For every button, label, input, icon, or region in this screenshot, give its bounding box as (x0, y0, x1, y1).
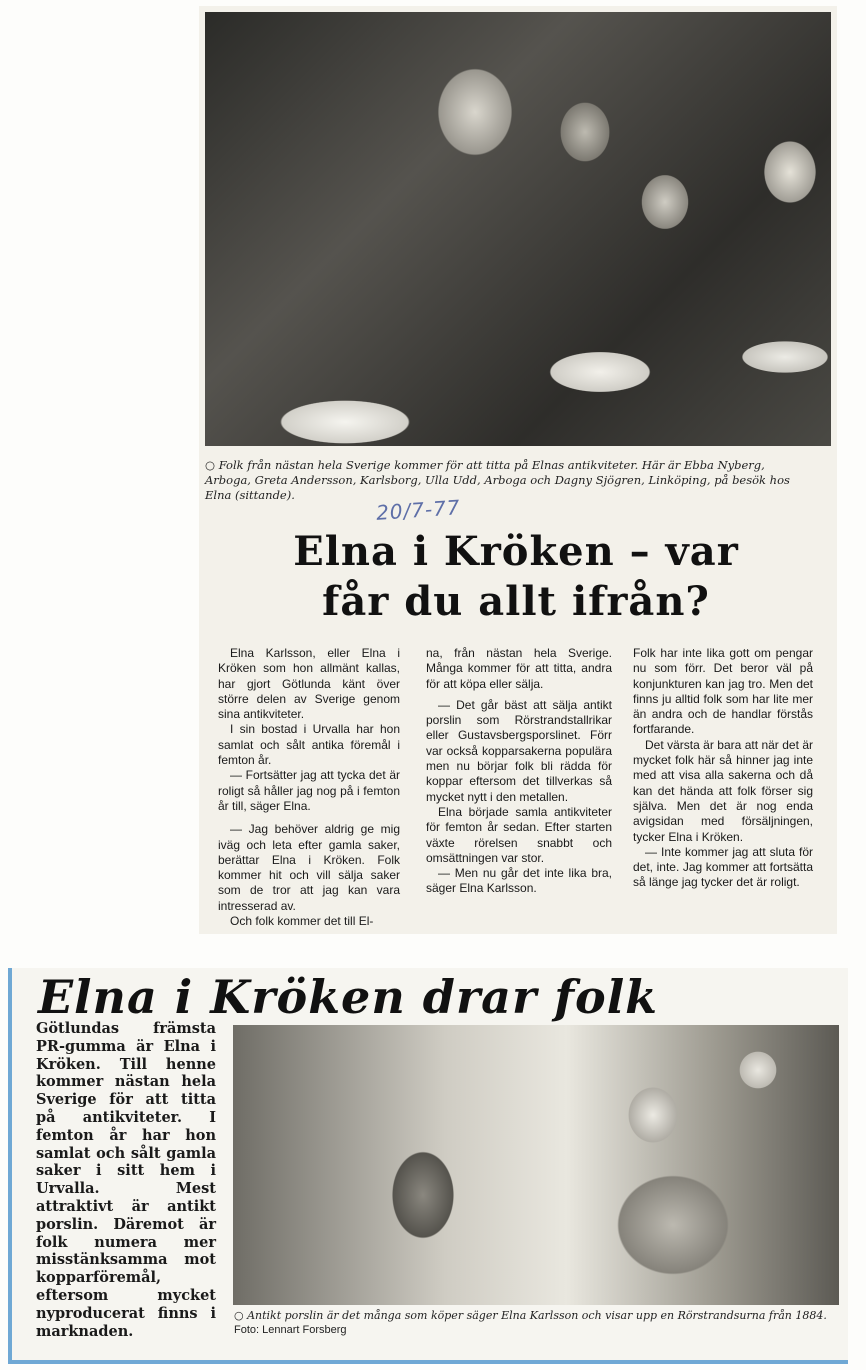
paragraph: — Fortsätter jag att tycka det är roligt så håller jag nog på i femton år till, säger Elna. (218, 768, 400, 813)
photo-credit: Foto: Lennart Forsberg (234, 1324, 347, 1336)
headline-top (205, 527, 827, 627)
paragraph: — Men nu går det inte lika bra, säger Elna Karlsson. (426, 866, 612, 896)
caption-text: ○ Antikt porslin är det många som köper säger Elna Karlsson och visar upp en Rörstrandsurna från 1884. (234, 1309, 827, 1322)
paragraph: — Det går bäst att sälja antikt porslin som Rörstrandstallrikar eller Gustavsbergsporslinet. Förr var också kopparsakerna populära men nu börjar folk bli rädda för koppar eftersom det tillverkas så mycket nytt i den metallen. (426, 697, 612, 804)
photo-visitors-antiques (205, 12, 831, 446)
article-column-2 (426, 646, 612, 897)
headline-line-1: Elna i Kröken – var (293, 528, 739, 575)
paragraph: Det värsta är bara att när det är mycket folk här så hinner jag inte med att visa alla sakerna och då kan det hända att folk förser sig själva. Men det är nog enda avigsidan med försäljningen, tycker Elna i Kröken. (633, 737, 813, 844)
paragraph: — Inte kommer jag att sluta för det, inte. Jag kommer att fortsätta så länge jag tycker det är roligt. (633, 844, 813, 890)
headline-line-2: får du allt ifrån? (322, 578, 710, 625)
paragraph: I sin bostad i Urvalla har hon samlat och sålt antika föremål i femton år. (218, 722, 400, 768)
article-column-3 (633, 646, 813, 891)
photo-caption-top: ○ Folk från nästan hela Sverige kommer för att titta på Elnas antikviteter. Här är Ebba Nyberg, Arboga, Greta Andersson, Karlsborg, Ulla Udd, Arboga och Dagny Sjögren, Linköping, på besök hos Elna (sittande). (205, 458, 790, 502)
paragraph: — Jag behöver aldrig ge mig iväg och leta efter gamla saker, berättar Elna i Kröken. Folk kommer hit och vill sälja saker som de tror att jag kan vara intresserad av. (218, 822, 400, 913)
paragraph: Elna började samla antikviteter för femton år sedan. Efter starten växte rörelsen snabbt och omsättningen var stor. (426, 804, 612, 865)
lead-text: Götlundas främsta PR-gumma är Elna i Kröken. Till henne kommer nästan hela Sverige för att titta på antikviteter. I femton år har hon samlat och sålt gamla saker i sitt hem i Urvalla. Mest attraktivt är antikt porslin. Däremot är folk numera mer misstänksamma mot kopparföremål, eftersom mycket nyproducerat finns i marknaden. (36, 1020, 216, 1340)
paragraph: na, från nästan hela Sverige. Många kommer för att titta, andra för att köpa eller sälja. (426, 646, 612, 691)
headline-bottom: Elna i Kröken drar folk (38, 970, 659, 1024)
article-column-1 (218, 646, 400, 929)
paragraph: Elna Karlsson, eller Elna i Kröken som hon allmänt kallas, har gjort Götlunda känt över större delen av Sverige genom sina antikviteter. (218, 646, 400, 722)
handwritten-date: 20/7-77 (375, 495, 462, 525)
photo-caption-bottom (234, 1309, 834, 1337)
paragraph: Och folk kommer det till El- (230, 914, 374, 929)
photo-elna-with-porcelain (233, 1025, 839, 1305)
paragraph: Folk har inte lika gott om pengar nu som förr. Det beror väl på konjunkturen kan jag tro. Men det finns ju alltid folk som har lite mer än andra och de handlar förstås fortfarande. (633, 646, 813, 737)
